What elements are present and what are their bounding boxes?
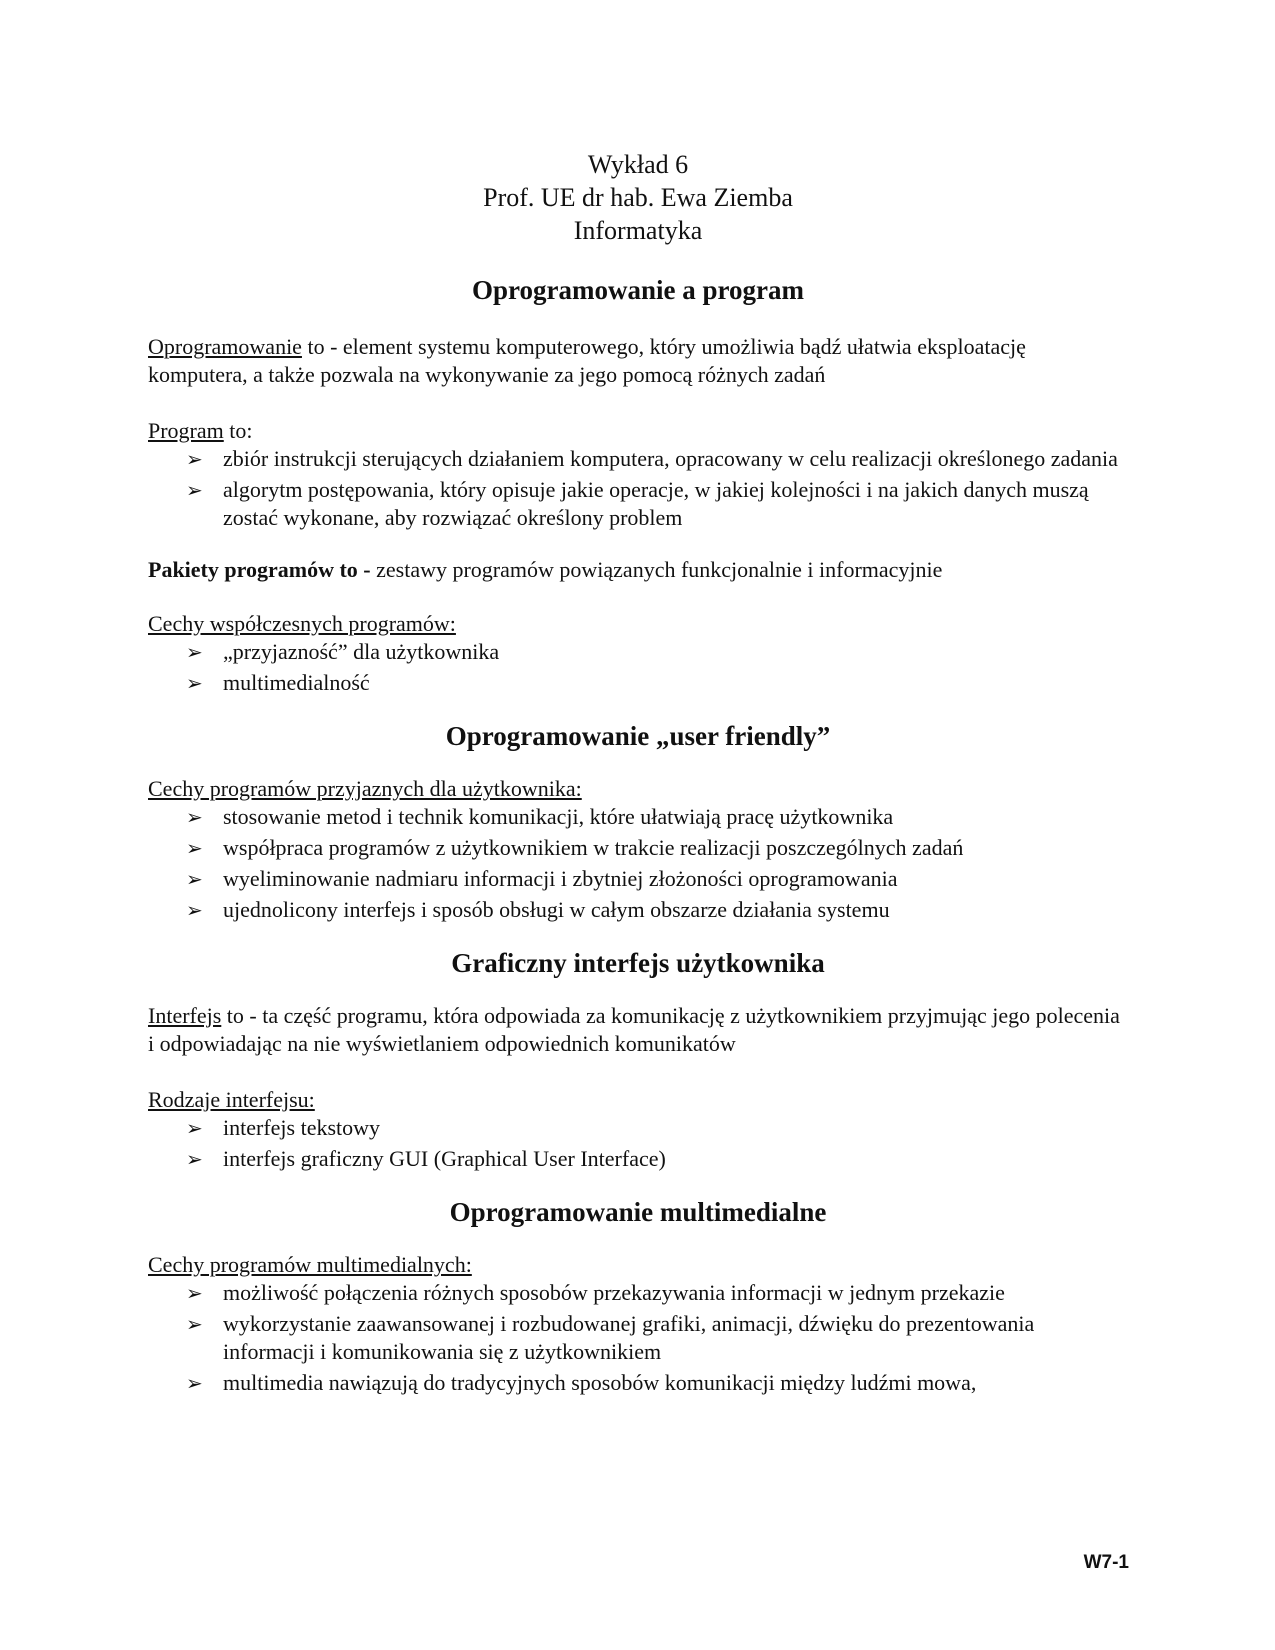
term-interface: Interfejs	[148, 1003, 222, 1028]
section-heading-user-friendly: Oprogramowanie „user friendly”	[445, 721, 831, 751]
term-software: Oprogramowanie	[148, 334, 302, 359]
list-item: ➢ interfejs tekstowy	[186, 1115, 381, 1140]
modern-features-list	[148, 638, 1128, 697]
list-item: ➢ ujednolicony interfejs i sposób obsługi w całym obszarze działania systemu	[186, 897, 890, 922]
paragraph-software-definition	[148, 333, 1128, 389]
arrow-bullet-icon: ➢	[186, 447, 203, 471]
definition-software: to - element systemu komputerowego, który umożliwia bądź ułatwia eksploatację komputera, a także pozwala na wykonywanie za jego pomocą różnych zadań	[148, 334, 1026, 387]
arrow-bullet-icon: ➢	[186, 671, 203, 695]
section-heading-gui: Graficzny interfejs użytkownika	[451, 948, 825, 978]
list-item: ➢ wyeliminowanie nadmiaru informacji i zbytniej złożoności oprogramowania	[186, 866, 898, 891]
course-name: Informatyka	[573, 216, 703, 245]
label-modern-program-features: Cechy współczesnych programów:	[148, 611, 456, 636]
list-item: ➢ interfejs graficzny GUI (Graphical User Interface)	[186, 1146, 666, 1171]
list-item: ➢ zbiór instrukcji sterujących działaniem komputera, opracowany w celu realizacji określonego zadania	[186, 446, 1118, 471]
label-interface-types: Rodzaje interfejsu:	[148, 1087, 315, 1112]
interface-types-list	[148, 1114, 1128, 1173]
lecturer-name: Prof. UE dr hab. Ewa Ziemba	[483, 183, 793, 212]
arrow-bullet-icon: ➢	[186, 1312, 203, 1336]
section-heading-multimedia: Oprogramowanie multimedialne	[449, 1197, 827, 1227]
label-multimedia-features: Cechy programów multimedialnych:	[148, 1252, 472, 1277]
list-item: ➢ algorytm postępowania, który opisuje jakie operacje, w jakiej kolejności i na jakich danych muszą zostać wykonane, aby rozwiązać określony problem	[186, 477, 1089, 530]
multimedia-features-list	[148, 1279, 1128, 1397]
arrow-bullet-icon: ➢	[186, 1371, 203, 1395]
list-item: ➢ multimedialność	[186, 670, 370, 695]
list-item: ➢ wykorzystanie zaawansowanej i rozbudowanej grafiki, animacji, dźwięku do prezentowania informacji i komunikowania się z użytkownikiem	[186, 1311, 1035, 1364]
paragraph-program-packages	[148, 556, 1128, 584]
arrow-bullet-icon: ➢	[186, 640, 203, 664]
list-item: ➢ możliwość połączenia różnych sposobów przekazywania informacji w jednym przekazie	[186, 1280, 1005, 1305]
definition-interface: to - ta część programu, która odpowiada za komunikację z użytkownikiem przyjmując jego polecenia i odpowiadając na nie wyświetlaniem odpowiednich komunikatów	[148, 1003, 1120, 1056]
arrow-bullet-icon: ➢	[186, 867, 203, 891]
list-item: ➢ multimedia nawiązują do tradycyjnych sposobów komunikacji między ludźmi mowa,	[186, 1370, 977, 1395]
list-item: ➢ stosowanie metod i technik komunikacji, które ułatwiają pracę użytkownika	[186, 804, 894, 829]
document-page	[148, 148, 1128, 1400]
arrow-bullet-icon: ➢	[186, 1281, 203, 1305]
arrow-bullet-icon: ➢	[186, 478, 203, 502]
arrow-bullet-icon: ➢	[186, 898, 203, 922]
section-heading-software-vs-program: Oprogramowanie a program	[472, 275, 804, 305]
arrow-bullet-icon: ➢	[186, 836, 203, 860]
label-user-friendly-features: Cechy programów przyjaznych dla użytkownika:	[148, 776, 582, 801]
lecture-header	[148, 148, 1128, 247]
program-definition-list	[148, 445, 1128, 532]
page-number: W7-1	[1083, 1552, 1129, 1573]
definition-program-packages: zestawy programów powiązanych funkcjonalnie i informacyjnie	[376, 557, 943, 582]
term-program: Program	[148, 418, 224, 443]
list-item: ➢ „przyjazność” dla użytkownika	[186, 639, 500, 664]
arrow-bullet-icon: ➢	[186, 1147, 203, 1171]
paragraph-program-definition	[148, 417, 1128, 445]
definition-program-intro: to:	[223, 418, 253, 443]
arrow-bullet-icon: ➢	[186, 805, 203, 829]
list-item: ➢ współpraca programów z użytkownikiem w trakcie realizacji poszczególnych zadań	[186, 835, 964, 860]
paragraph-interface-definition	[148, 1002, 1128, 1058]
lecture-number: Wykład 6	[587, 150, 689, 179]
arrow-bullet-icon: ➢	[186, 1116, 203, 1140]
user-friendly-features-list	[148, 803, 1128, 924]
term-program-packages: Pakiety programów to -	[148, 557, 377, 582]
